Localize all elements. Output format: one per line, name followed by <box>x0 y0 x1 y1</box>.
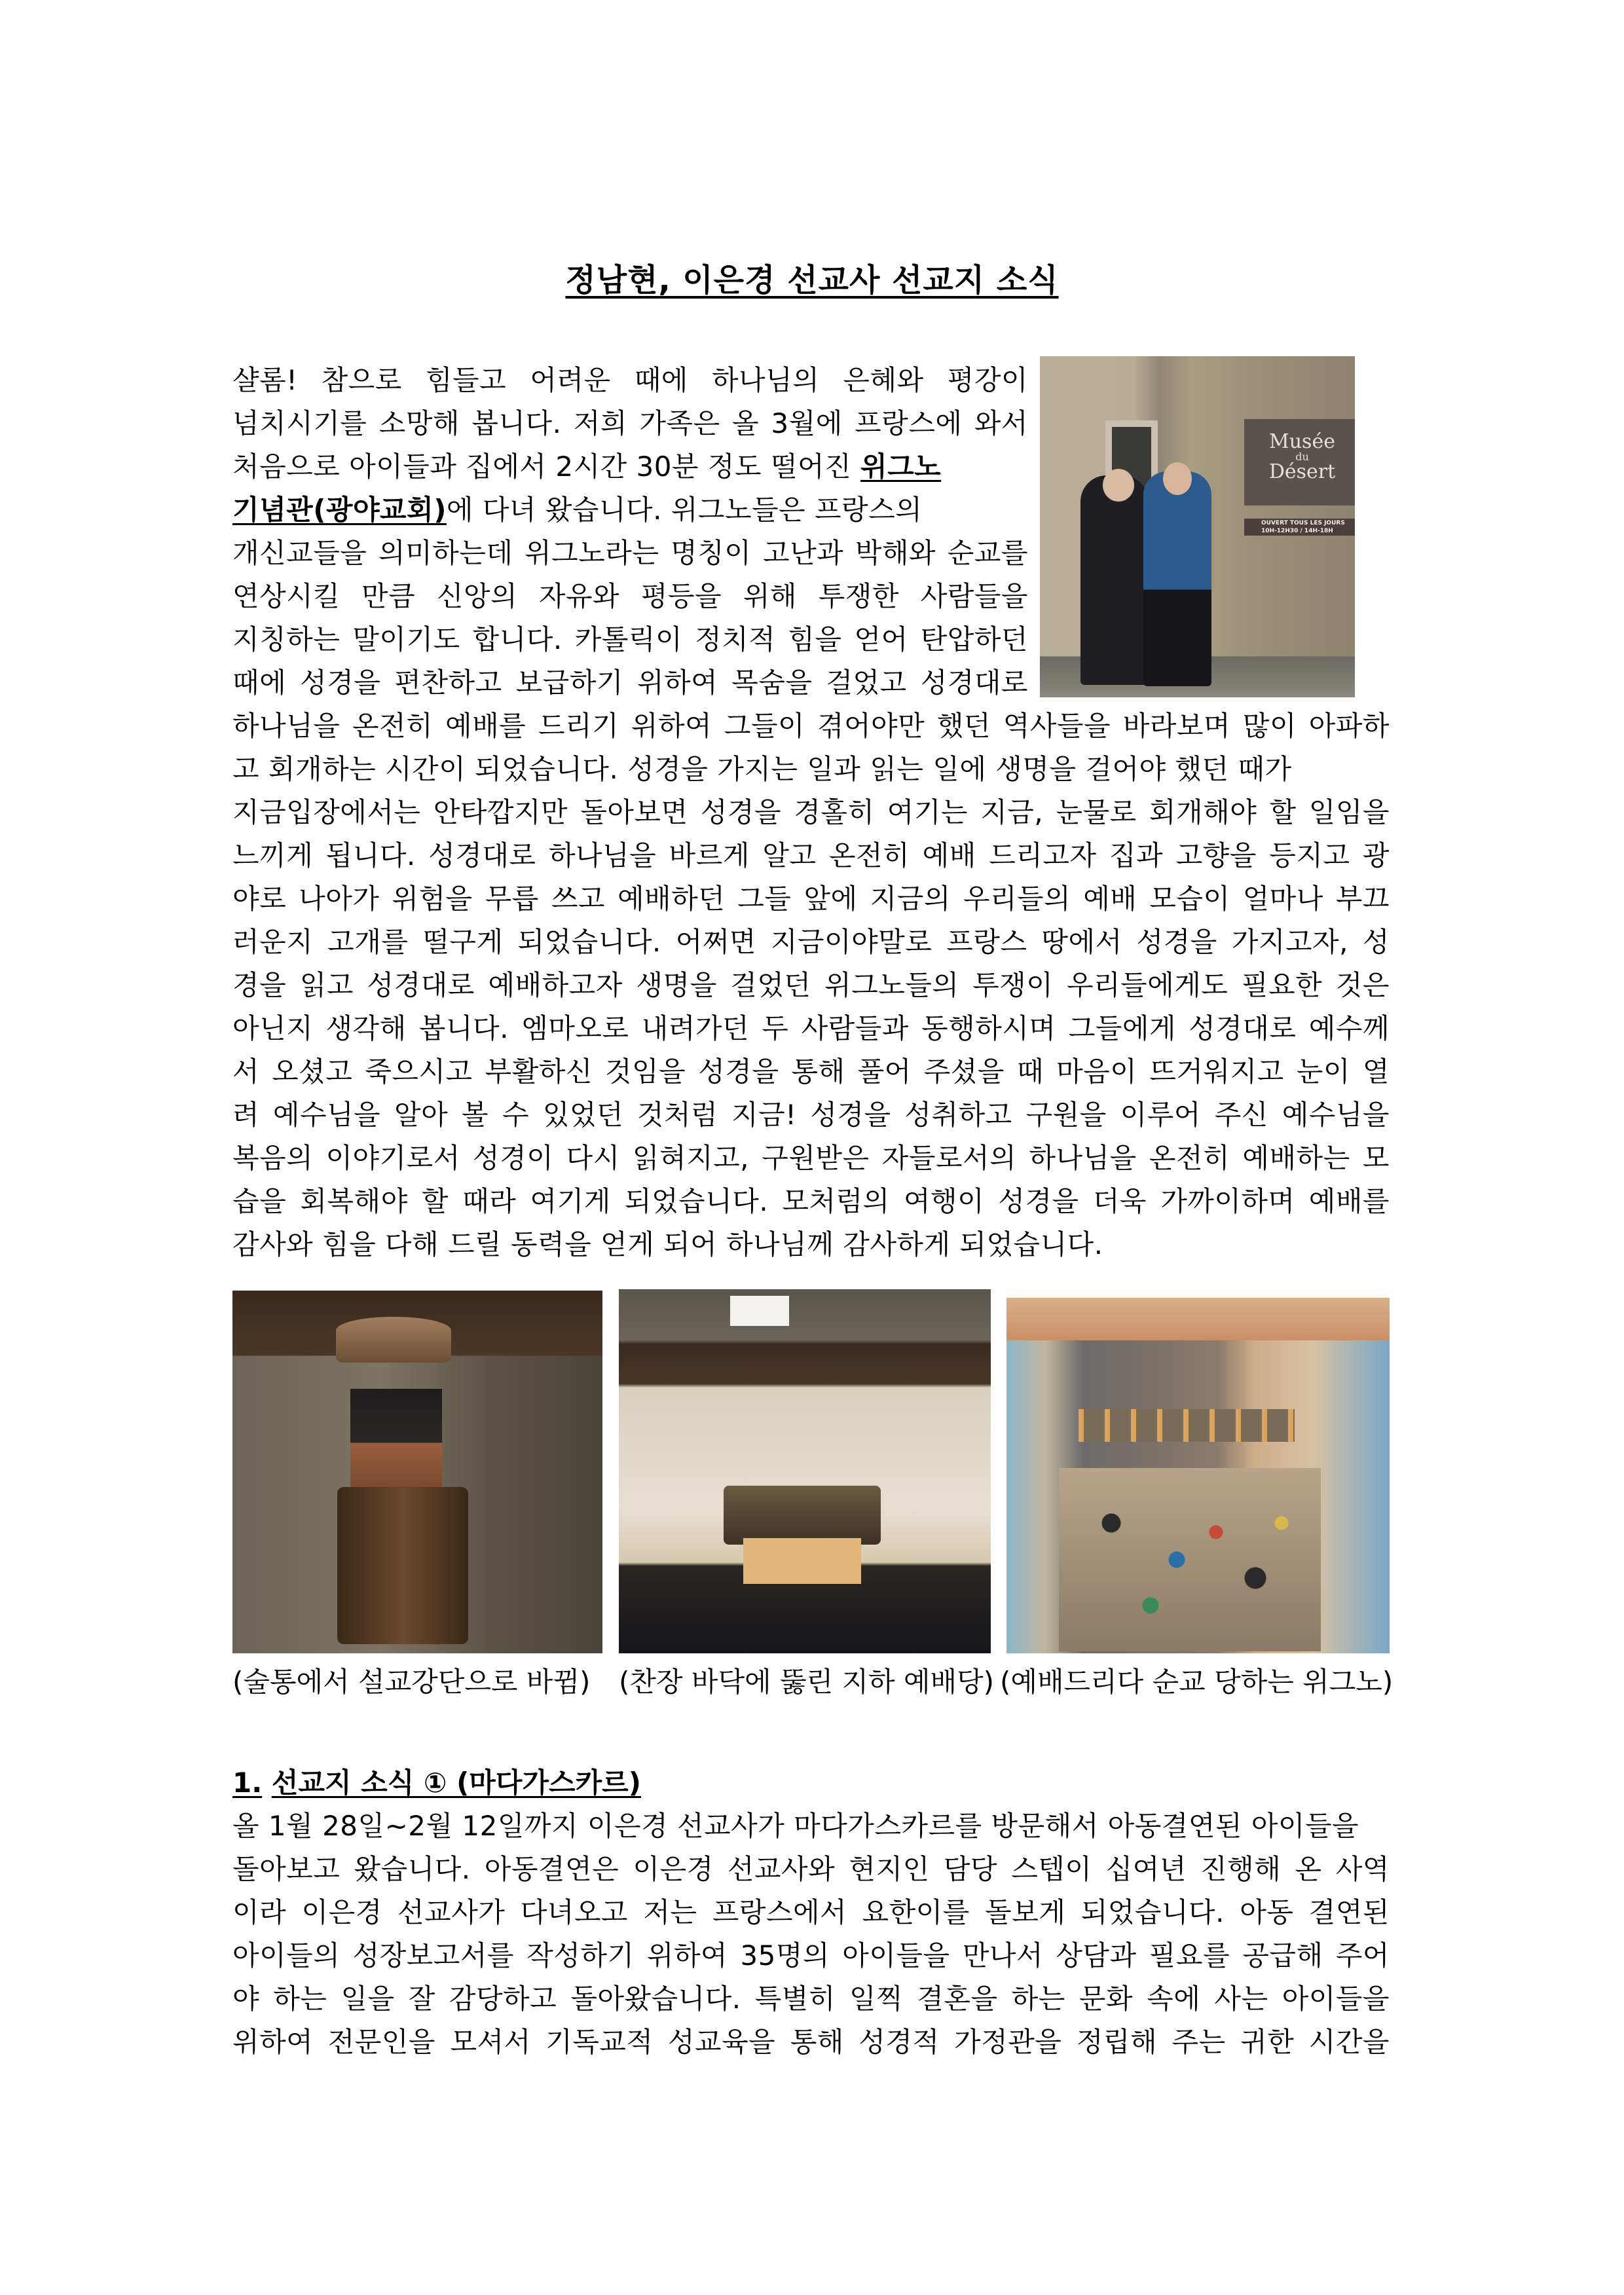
sign-line-3: Désert <box>1268 460 1336 483</box>
trapdoor-hatch <box>724 1486 881 1545</box>
caption-engraving: (예배드리다 순교 당하는 위그노) <box>1000 1666 1393 1698</box>
hours-line-2: 10H-12H30 / 14H-18H <box>1261 528 1333 534</box>
body-line-13: 감사와 힘을 다해 드릴 동력을 얻게 되어 하나님께 감사하게 되었습니다. <box>232 1228 1103 1260</box>
body-line-1: 하나님을 온전히 예배를 드리기 위하여 그들이 겪어야만 했던 역사들을 바라보며 많이 아파하 <box>232 710 1390 742</box>
body-line-8: 아닌지 생각해 봅니다. 엠마오로 내려가던 두 사람들과 동행하시며 그들에게 성경대로 예수께 <box>232 1012 1390 1044</box>
section-1-line-6: 위하여 전문인을 모셔서 기독교적 성교육을 통해 성경적 가정관을 정립해 주는 귀한 시간을 <box>232 2026 1390 2058</box>
section-1-heading <box>232 1761 641 1805</box>
engraving-crowd <box>1059 1468 1321 1651</box>
intro-line-5: 개신교들을 의미하는데 위그노라는 명칭이 고난과 박해와 순교를 <box>232 537 1028 569</box>
person-man <box>1143 471 1211 686</box>
section-1-line-1: 올 1월 28일~2월 12일까지 이은경 선교사가 마다가스카르를 방문해서 아동결연된 아이들을 <box>232 1810 1359 1842</box>
huguenot-massacre-engraving <box>1006 1298 1390 1653</box>
body-line-6: 러운지 고개를 떨구게 되었습니다. 어쩌면 지금이야말로 프랑스 땅에서 성경을 가지고자, 성 <box>232 926 1390 958</box>
sign-line-2: du <box>1295 450 1309 463</box>
museum-hours-plate <box>1244 519 1355 536</box>
barrel-pulpit-photo <box>232 1291 602 1653</box>
intro-line-7: 지칭하는 말이기도 합니다. 카톨릭이 정치적 힘을 얻어 탄압하던 <box>232 623 1028 655</box>
caption-pulpit: (술통에서 설교강단으로 바뀜) <box>232 1666 591 1698</box>
section-1-line-4: 아이들의 성장보고서를 작성하기 위하여 35명의 아이들을 만나서 상담과 필요를 공급해 주어 <box>232 1939 1390 1972</box>
body-line-7: 경을 읽고 성경대로 예배하고자 생명을 걸었던 위그노들의 투쟁이 우리들에게도 필요한 것은 <box>232 969 1390 1001</box>
section-1-line-5: 야 하는 일을 잘 감당하고 돌아왔습니다. 특별히 일찍 결혼을 하는 문화 속에 사는 아이들을 <box>232 1983 1390 2015</box>
page-title <box>0 261 1624 300</box>
huguenot-museum-link-part1[interactable]: 위그노 <box>860 450 942 483</box>
section-1-title: 선교지 소식 ① (마다가스카르) <box>271 1767 641 1799</box>
body-line-9: 서 오셨고 죽으시고 부활하신 것임을 성경을 통해 풀어 주셨을 때 마음이 뜨거워지고 눈이 열 <box>232 1056 1390 1088</box>
body-line-3: 지금입장에서는 안타깝지만 돌아보면 성경을 경홀히 여기는 지금, 눈물로 회개해야 할 일임을 <box>232 796 1390 828</box>
museum-couple-photo <box>1040 356 1355 697</box>
body-line-12: 습을 회복해야 할 때라 여기게 되었습니다. 모처럼의 여행이 성경을 더욱 가까이하며 예배를 <box>232 1185 1390 1217</box>
intro-line-6: 연상시킬 만큼 신앙의 자유와 평등을 위해 투쟁한 사람들을 <box>232 580 1028 612</box>
pulpit-canopy <box>336 1317 451 1363</box>
engraving-gallery <box>1079 1409 1295 1442</box>
intro-line-8: 때에 성경을 편찬하고 보급하기 위하여 목숨을 걸었고 성경대로 <box>232 667 1028 699</box>
museum-sign <box>1244 419 1355 505</box>
cupboard-trapdoor-photo <box>619 1289 991 1653</box>
body-line-2: 고 회개하는 시간이 되었습니다. 성경을 가지는 일과 읽는 일에 생명을 걸어야 했던 때가 <box>232 753 1292 785</box>
intro-line-2: 넘치시기를 소망해 봅니다. 저희 가족은 올 3월에 프랑스에 와서 <box>232 407 1028 439</box>
exhibit-label <box>730 1296 789 1326</box>
body-line-5: 야로 나아가 위험을 무릅 쓰고 예배하던 그들 앞에 지금의 우리들의 예배 모습이 얼마나 부끄 <box>232 883 1390 915</box>
intro-line-3-text: 처음으로 아이들과 집에서 2시간 30분 정도 떨어진 <box>232 450 860 483</box>
section-1-line-3: 이라 이은경 선교사가 다녀오고 저는 프랑스에서 요한이를 돌보게 되었습니다. 아동 결연된 <box>232 1896 1390 1928</box>
hours-line-1: OUVERT TOUS LES JOURS <box>1261 520 1345 526</box>
person-woman <box>1080 475 1149 685</box>
sign-line-1: Musée <box>1269 430 1335 453</box>
intro-line-3 <box>232 445 1028 488</box>
intro-line-4-rest: 에 다녀 왔습니다. 위그노들은 프랑스의 <box>446 494 923 526</box>
pulpit-barrel <box>337 1487 468 1644</box>
huguenot-museum-link-part2[interactable]: 기념관(광야교회) <box>232 494 447 526</box>
trapdoor-opening <box>743 1538 861 1584</box>
page-title-text: 정남현, 이은경 선교사 선교지 소식 <box>565 262 1059 299</box>
body-line-11: 복음의 이야기로서 성경이 다시 읽혀지고, 구원받은 자들로서의 하나님을 온전히 예배하는 모 <box>232 1142 1390 1174</box>
intro-line-1: 샬롬! 참으로 힘들고 어려운 때에 하나님의 은혜와 평강이 <box>232 364 1028 396</box>
section-1-number: 1. <box>232 1767 263 1799</box>
intro-line-4 <box>232 488 1028 532</box>
section-1-line-2: 돌아보고 왔습니다. 아동결연은 이은경 선교사와 현지인 담당 스텝이 십여년 진행해 온 사역 <box>232 1853 1390 1885</box>
body-line-10: 려 예수님을 알아 볼 수 있었던 것처럼 지금! 성경을 성취하고 구원을 이루어 주신 예수님을 <box>232 1099 1390 1131</box>
pulpit-lectern <box>350 1389 442 1487</box>
caption-trapdoor: (찬장 바닥에 뚫린 지하 예배당) <box>619 1666 995 1698</box>
body-line-4: 느끼게 됩니다. 성경대로 하나님을 바르게 알고 온전히 예배 드리고자 집과 고향을 등지고 광 <box>232 839 1390 872</box>
